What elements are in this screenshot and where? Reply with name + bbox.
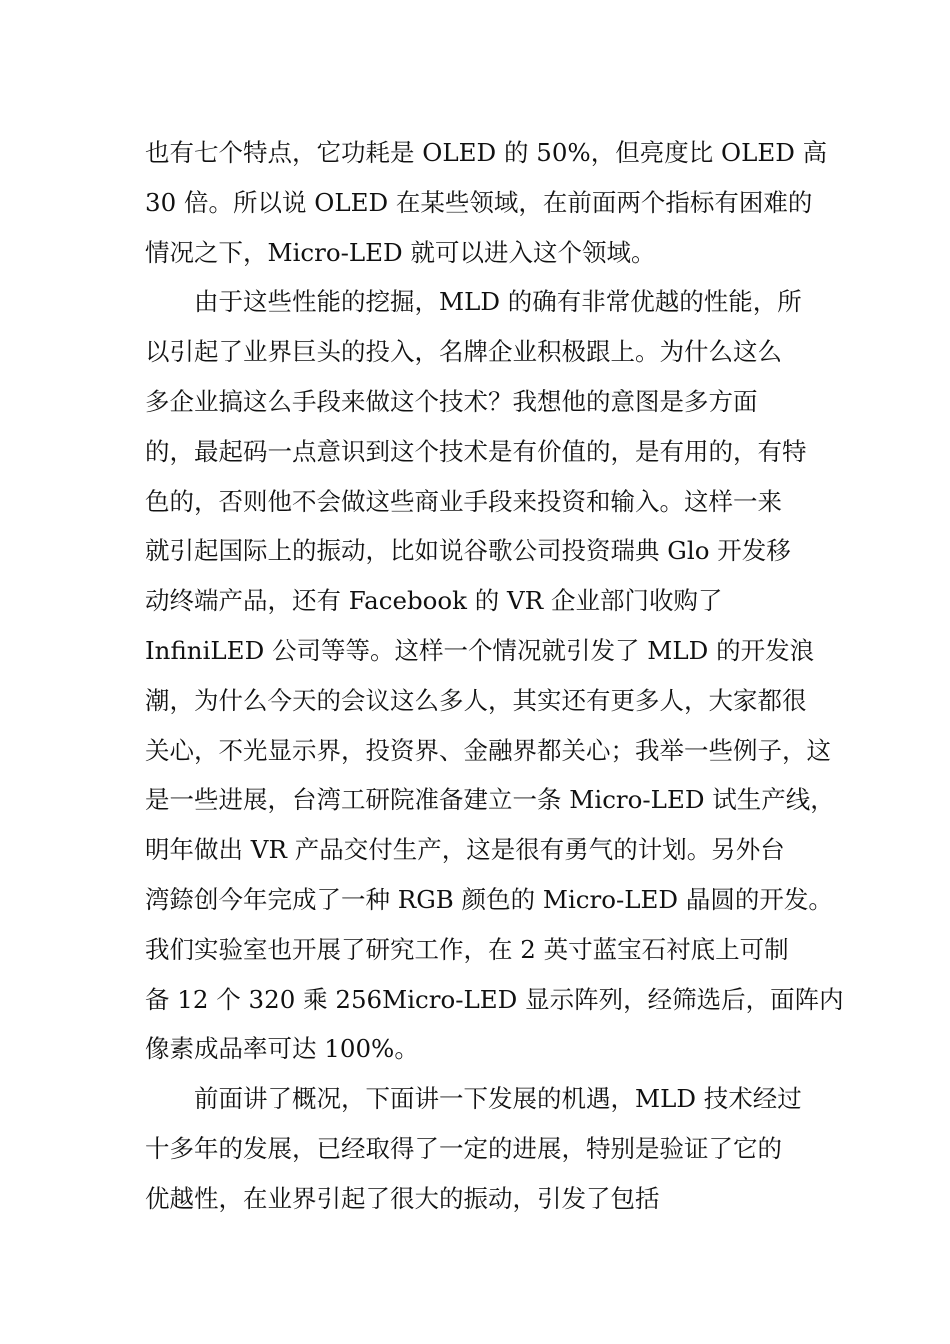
text-line: 像素成品率可达 100%。 (145, 1034, 419, 1064)
text-line: 色的，否则他不会做这些商业手段来投资和输入。这样一来 (145, 486, 782, 516)
text-line: 多企业搞这么手段来做这个技术？我想他的意图是多方面 (145, 386, 758, 416)
paragraph-2 (145, 277, 845, 1074)
paragraph-3 (145, 1074, 845, 1223)
body-text (145, 128, 845, 1224)
text-line: 动终端产品，还有 Facebook 的 VR 企业部门收购了 (145, 586, 723, 616)
text-line: 十多年的发展，已经取得了一定的进展，特别是验证了它的 (145, 1133, 782, 1163)
text-line: 情况之下，Micro-LED 就可以进入这个领域。 (145, 237, 656, 267)
text-line: 优越性，在业界引起了很大的振动，引发了包括 (145, 1183, 660, 1213)
text-line: 的，最起码一点意识到这个技术是有价值的，是有用的，有特 (145, 436, 807, 466)
text-line: 潮，为什么今天的会议这么多人，其实还有更多人，大家都很 (145, 685, 807, 715)
text-line: 由于这些性能的挖掘，MLD 的确有非常优越的性能，所 (194, 287, 802, 317)
text-line: 备 12 个 320 乘 256Micro-LED 显示阵列，经筛选后，面阵内 (145, 984, 844, 1014)
text-line: 湾錼创今年完成了一种 RGB 颜色的 Micro-LED 晶圆的开发。 (145, 884, 833, 914)
text-line: 前面讲了概况，下面讲一下发展的机遇，MLD 技术经过 (194, 1084, 802, 1114)
text-line: 明年做出 VR 产品交付生产，这是很有勇气的计划。另外台 (145, 835, 785, 865)
text-line: InfiniLED 公司等等。这样一个情况就引发了 MLD 的开发浪 (145, 635, 815, 665)
text-line: 我们实验室也开展了研究工作，在 2 英寸蓝宝石衬底上可制 (145, 934, 789, 964)
paragraph-1 (145, 128, 845, 277)
text-line: 也有七个特点，它功耗是 OLED 的 50%，但亮度比 OLED 高 (145, 138, 828, 167)
text-line: 是一些进展，台湾工研院准备建立一条 Micro-LED 试生产线， (145, 785, 835, 815)
text-line: 30 倍。所以说 OLED 在某些领域，在前面两个指标有困难的 (145, 187, 813, 217)
text-line: 以引起了业界巨头的投入，名牌企业积极跟上。为什么这么 (145, 337, 782, 367)
text-line: 关心，不光显示界，投资界、金融界都关心；我举一些例子，这 (145, 735, 831, 765)
text-line: 就引起国际上的振动，比如说谷歌公司投资瑞典 Glo 开发移 (145, 536, 791, 566)
